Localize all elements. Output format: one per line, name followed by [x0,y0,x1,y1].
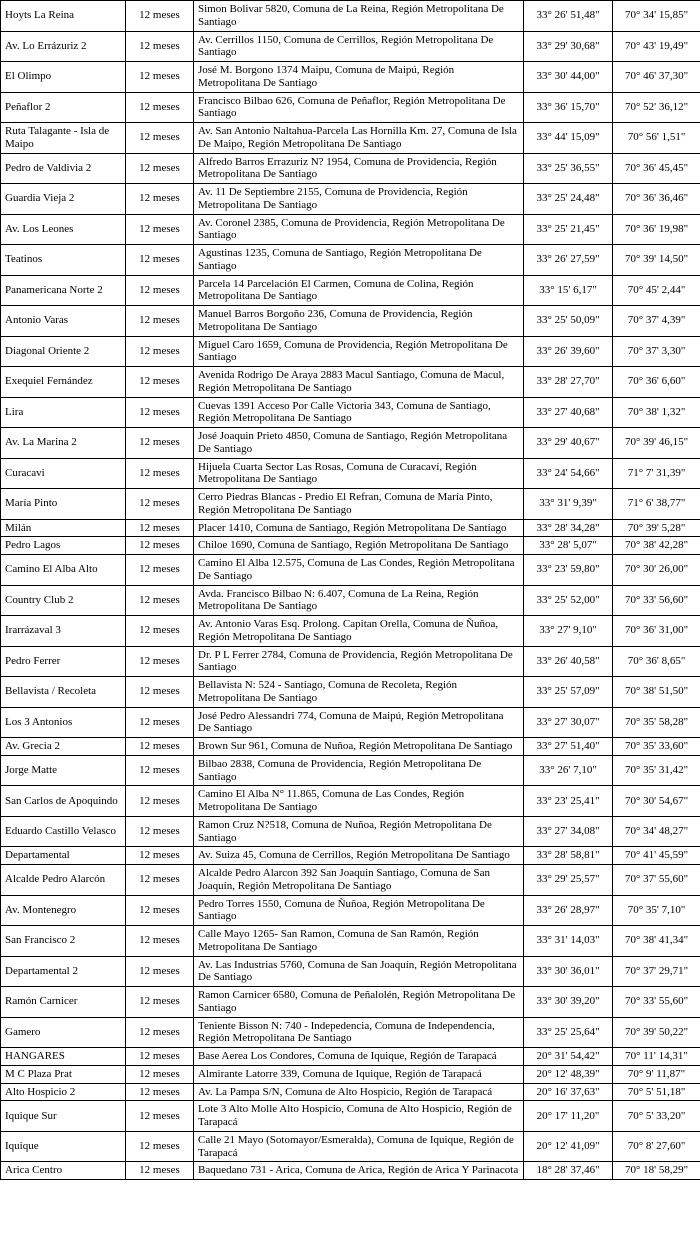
table-row [1,1101,700,1132]
table-row [1,153,700,184]
term-cell: 12 meses [126,31,194,62]
longitude-cell: 70° 37' 55,60" [613,865,700,896]
term-cell: 12 meses [126,428,194,459]
latitude-cell: 18° 28' 37,46" [524,1162,613,1180]
location-name-cell: Pedro Lagos [1,537,126,555]
longitude-cell: 70° 39' 50,22" [613,1017,700,1048]
latitude-cell: 33° 15' 6,17" [524,275,613,306]
location-name-cell: Gamero [1,1017,126,1048]
longitude-cell: 70° 37' 4,39" [613,306,700,337]
term-cell: 12 meses [126,92,194,123]
table-row [1,1048,700,1066]
table-row [1,738,700,756]
longitude-cell: 70° 5' 51,18" [613,1083,700,1101]
location-name-cell: Antonio Varas [1,306,126,337]
longitude-cell: 70° 45' 2,44" [613,275,700,306]
latitude-cell: 33° 31' 14,03" [524,926,613,957]
table-row [1,555,700,586]
longitude-cell: 71° 7' 31,39" [613,458,700,489]
term-cell: 12 meses [126,367,194,398]
location-name-cell: Av. La Marina 2 [1,428,126,459]
table-row [1,1065,700,1083]
address-cell: Baquedano 731 - Arica, Comuna de Arica, Región de Arica Y Parinacota [194,1162,524,1180]
table-body [1,1,700,1180]
latitude-cell: 33° 25' 36,55" [524,153,613,184]
location-name-cell: Camino El Alba Alto [1,555,126,586]
table-row [1,275,700,306]
address-cell: Calle Mayo 1265- San Ramon, Comuna de San Ramón, Región Metropolitana De Santiago [194,926,524,957]
address-cell: Bilbao 2838, Comuna de Providencia, Región Metropolitana De Santiago [194,755,524,786]
term-cell: 12 meses [126,519,194,537]
address-cell: Dr. P L Ferrer 2784, Comuna de Providencia, Región Metropolitana De Santiago [194,646,524,677]
latitude-cell: 20° 31' 54,42" [524,1048,613,1066]
longitude-cell: 70° 35' 31,42" [613,755,700,786]
latitude-cell: 33° 23' 25,41" [524,786,613,817]
latitude-cell: 33° 27' 34,08" [524,816,613,847]
table-row [1,956,700,987]
table-row [1,245,700,276]
term-cell: 12 meses [126,275,194,306]
location-name-cell: Iquique [1,1131,126,1162]
longitude-cell: 70° 35' 7,10" [613,895,700,926]
address-cell: Av. Las Industrias 5760, Comuna de San Joaquín, Región Metropolitana De Santiago [194,956,524,987]
latitude-cell: 33° 27' 40,68" [524,397,613,428]
table-row [1,1,700,32]
latitude-cell: 33° 28' 58,81" [524,847,613,865]
longitude-cell: 70° 35' 33,60" [613,738,700,756]
term-cell: 12 meses [126,755,194,786]
address-cell: José M. Borgono 1374 Maipu, Comuna de Maipú, Región Metropolitana De Santiago [194,62,524,93]
address-cell: Camino El Alba N° 11.865, Comuna de Las Condes, Región Metropolitana De Santiago [194,786,524,817]
term-cell: 12 meses [126,1131,194,1162]
longitude-cell: 70° 18' 58,29" [613,1162,700,1180]
location-name-cell: Alto Hospicio 2 [1,1083,126,1101]
address-cell: Miguel Caro 1659, Comuna de Providencia, Región Metropolitana De Santiago [194,336,524,367]
latitude-cell: 33° 25' 52,00" [524,585,613,616]
latitude-cell: 20° 17' 11,20" [524,1101,613,1132]
table-row [1,585,700,616]
longitude-cell: 70° 5' 33,20" [613,1101,700,1132]
location-name-cell: Alcalde Pedro Alarcón [1,865,126,896]
longitude-cell: 70° 36' 45,45" [613,153,700,184]
address-cell: Camino El Alba 12.575, Comuna de Las Condes, Región Metropolitana De Santiago [194,555,524,586]
longitude-cell: 70° 9' 11,87" [613,1065,700,1083]
term-cell: 12 meses [126,153,194,184]
location-name-cell: HANGARES [1,1048,126,1066]
term-cell: 12 meses [126,616,194,647]
latitude-cell: 33° 29' 30,68" [524,31,613,62]
longitude-cell: 70° 38' 42,28" [613,537,700,555]
latitude-cell: 33° 31' 9,39" [524,489,613,520]
table-row [1,677,700,708]
table-row [1,306,700,337]
longitude-cell: 70° 38' 1,32" [613,397,700,428]
address-cell: Agustinas 1235, Comuna de Santiago, Región Metropolitana De Santiago [194,245,524,276]
longitude-cell: 70° 52' 36,12" [613,92,700,123]
longitude-cell: 70° 33' 56,60" [613,585,700,616]
location-name-cell: Diagonal Oriente 2 [1,336,126,367]
address-cell: Almirante Latorre 339, Comuna de Iquique, Región de Tarapacá [194,1065,524,1083]
table-row [1,519,700,537]
longitude-cell: 70° 38' 51,50" [613,677,700,708]
address-cell: Calle 21 Mayo (Sotomayor/Esmeralda), Comuna de Iquique, Región de Tarapacá [194,1131,524,1162]
latitude-cell: 33° 23' 59,80" [524,555,613,586]
longitude-cell: 70° 36' 8,65" [613,646,700,677]
table-row [1,1131,700,1162]
table-row [1,755,700,786]
address-cell: Alfredo Barros Errazuriz N? 1954, Comuna de Providencia, Región Metropolitana De Santiago [194,153,524,184]
term-cell: 12 meses [126,62,194,93]
term-cell: 12 meses [126,987,194,1018]
location-name-cell: El Olimpo [1,62,126,93]
latitude-cell: 33° 25' 25,64" [524,1017,613,1048]
address-cell: Manuel Barros Borgoño 236, Comuna de Providencia, Región Metropolitana De Santiago [194,306,524,337]
location-name-cell: Country Club 2 [1,585,126,616]
latitude-cell: 33° 25' 24,48" [524,184,613,215]
table-row [1,458,700,489]
term-cell: 12 meses [126,1162,194,1180]
longitude-cell: 70° 33' 55,60" [613,987,700,1018]
latitude-cell: 33° 28' 5,07" [524,537,613,555]
latitude-cell: 20° 12' 48,39" [524,1065,613,1083]
location-name-cell: Hoyts La Reina [1,1,126,32]
location-name-cell: Ruta Talagante - Isla de Maipo [1,123,126,154]
address-cell: Av. 11 De Septiembre 2155, Comuna de Providencia, Región Metropolitana De Santiago [194,184,524,215]
table-row [1,987,700,1018]
term-cell: 12 meses [126,585,194,616]
longitude-cell: 70° 39' 46,15" [613,428,700,459]
latitude-cell: 33° 26' 40,58" [524,646,613,677]
location-name-cell: Av. Grecia 2 [1,738,126,756]
table-row [1,1162,700,1180]
term-cell: 12 meses [126,786,194,817]
longitude-cell: 70° 35' 58,28" [613,707,700,738]
address-cell: Ramon Carnicer 6580, Comuna de Peñalolén, Región Metropolitana De Santiago [194,987,524,1018]
location-name-cell: M C Plaza Prat [1,1065,126,1083]
location-name-cell: Milán [1,519,126,537]
longitude-cell: 70° 37' 3,30" [613,336,700,367]
term-cell: 12 meses [126,214,194,245]
table-row [1,336,700,367]
longitude-cell: 70° 36' 36,46" [613,184,700,215]
longitude-cell: 70° 30' 26,00" [613,555,700,586]
longitude-cell: 71° 6' 38,77" [613,489,700,520]
table-row [1,537,700,555]
location-name-cell: Peñaflor 2 [1,92,126,123]
address-cell: Chiloe 1690, Comuna de Santiago, Región Metropolitana De Santiago [194,537,524,555]
term-cell: 12 meses [126,1083,194,1101]
term-cell: 12 meses [126,397,194,428]
location-name-cell: María Pinto [1,489,126,520]
table-row [1,367,700,398]
location-name-cell: Av. Lo Errázuriz 2 [1,31,126,62]
term-cell: 12 meses [126,537,194,555]
table-row [1,489,700,520]
latitude-cell: 33° 26' 7,10" [524,755,613,786]
term-cell: 12 meses [126,1048,194,1066]
table-row [1,397,700,428]
location-name-cell: Curacavi [1,458,126,489]
address-cell: Av. Suiza 45, Comuna de Cerrillos, Región Metropolitana De Santiago [194,847,524,865]
table-row [1,646,700,677]
table-row [1,62,700,93]
longitude-cell: 70° 11' 14,31" [613,1048,700,1066]
longitude-cell: 70° 37' 29,71" [613,956,700,987]
term-cell: 12 meses [126,707,194,738]
table-row [1,865,700,896]
address-cell: Ramon Cruz N?518, Comuna de Nuñoa, Región Metropolitana De Santiago [194,816,524,847]
location-name-cell: Departamental [1,847,126,865]
term-cell: 12 meses [126,1101,194,1132]
address-cell: Av. San Antonio Naltahua-Parcela Las Hornilla Km. 27, Comuna de Isla De Maipo, Región Metropolitana De Santiago [194,123,524,154]
location-name-cell: Arica Centro [1,1162,126,1180]
address-cell: Cerro Piedras Blancas - Predio El Refran, Comuna de María Pinto, Región Metropolitana De Santiago [194,489,524,520]
latitude-cell: 33° 29' 40,67" [524,428,613,459]
address-cell: José Joaquin Prieto 4850, Comuna de Santiago, Región Metropolitana De Santiago [194,428,524,459]
latitude-cell: 33° 29' 25,57" [524,865,613,896]
longitude-cell: 70° 39' 14,50" [613,245,700,276]
location-name-cell: Pedro Ferrer [1,646,126,677]
latitude-cell: 33° 25' 21,45" [524,214,613,245]
latitude-cell: 33° 28' 34,28" [524,519,613,537]
latitude-cell: 33° 27' 51,40" [524,738,613,756]
location-name-cell: Panamericana Norte 2 [1,275,126,306]
longitude-cell: 70° 34' 48,27" [613,816,700,847]
table-row [1,707,700,738]
address-cell: Simon Bolivar 5820, Comuna de La Reina, Región Metropolitana De Santiago [194,1,524,32]
address-cell: Placer 1410, Comuna de Santiago, Región Metropolitana De Santiago [194,519,524,537]
location-name-cell: Lira [1,397,126,428]
address-cell: Alcalde Pedro Alarcon 392 San Joaquin Santiago, Comuna de San Joaquín, Región Metropolitana De Santiago [194,865,524,896]
address-cell: Avenida Rodrigo De Araya 2883 Macul Santiago, Comuna de Macul, Región Metropolitana De Santiago [194,367,524,398]
term-cell: 12 meses [126,847,194,865]
longitude-cell: 70° 36' 31,00" [613,616,700,647]
table-row [1,786,700,817]
table-row [1,895,700,926]
longitude-cell: 70° 8' 27,60" [613,1131,700,1162]
latitude-cell: 33° 27' 30,07" [524,707,613,738]
location-name-cell: Departamental 2 [1,956,126,987]
latitude-cell: 33° 26' 28,97" [524,895,613,926]
latitude-cell: 20° 12' 41,09" [524,1131,613,1162]
term-cell: 12 meses [126,956,194,987]
latitude-cell: 33° 26' 39,60" [524,336,613,367]
term-cell: 12 meses [126,738,194,756]
term-cell: 12 meses [126,489,194,520]
address-cell: Avda. Francisco Bilbao N: 6.407, Comuna de La Reina, Región Metropolitana De Santiago [194,585,524,616]
table-row [1,1083,700,1101]
longitude-cell: 70° 36' 19,98" [613,214,700,245]
latitude-cell: 33° 36' 15,70" [524,92,613,123]
address-cell: Av. Antonio Varas Esq. Prolong. Capitan Orella, Comuna de Ñuñoa, Región Metropolitana De Santiago [194,616,524,647]
address-cell: Pedro Torres 1550, Comuna de Ñuñoa, Región Metropolitana De Santiago [194,895,524,926]
term-cell: 12 meses [126,458,194,489]
table-row [1,31,700,62]
table-row [1,816,700,847]
term-cell: 12 meses [126,1017,194,1048]
location-name-cell: Teatinos [1,245,126,276]
latitude-cell: 33° 26' 27,59" [524,245,613,276]
term-cell: 12 meses [126,677,194,708]
term-cell: 12 meses [126,555,194,586]
location-name-cell: Iquique Sur [1,1101,126,1132]
term-cell: 12 meses [126,1065,194,1083]
term-cell: 12 meses [126,1,194,32]
longitude-cell: 70° 34' 15,85" [613,1,700,32]
latitude-cell: 33° 27' 9,10" [524,616,613,647]
table-row [1,92,700,123]
table-row [1,214,700,245]
latitude-cell: 20° 16' 37,63" [524,1083,613,1101]
address-cell: Av. Coronel 2385, Comuna de Providencia, Región Metropolitana De Santiago [194,214,524,245]
address-cell: Cuevas 1391 Acceso Por Calle Victoria 343, Comuna de Santiago, Región Metropolitana De Santiago [194,397,524,428]
location-name-cell: Irarrázaval 3 [1,616,126,647]
address-cell: Parcela 14 Parcelación El Carmen, Comuna de Colina, Región Metropolitana De Santiago [194,275,524,306]
longitude-cell: 70° 30' 54,67" [613,786,700,817]
term-cell: 12 meses [126,816,194,847]
table-row [1,123,700,154]
term-cell: 12 meses [126,336,194,367]
latitude-cell: 33° 30' 39,20" [524,987,613,1018]
table-row [1,428,700,459]
location-name-cell: Bellavista / Recoleta [1,677,126,708]
address-cell: José Pedro Alessandri 774, Comuna de Maipú, Región Metropolitana De Santiago [194,707,524,738]
location-name-cell: San Carlos de Apoquindo [1,786,126,817]
longitude-cell: 70° 56' 1,51" [613,123,700,154]
term-cell: 12 meses [126,646,194,677]
address-cell: Base Aerea Los Condores, Comuna de Iquique, Región de Tarapacá [194,1048,524,1066]
location-name-cell: Ramón Carnicer [1,987,126,1018]
latitude-cell: 33° 26' 51,48" [524,1,613,32]
latitude-cell: 33° 28' 27,70" [524,367,613,398]
longitude-cell: 70° 39' 5,28" [613,519,700,537]
table-row [1,847,700,865]
location-name-cell: Av. Montenegro [1,895,126,926]
longitude-cell: 70° 36' 6,60" [613,367,700,398]
location-name-cell: Exequiel Fernández [1,367,126,398]
term-cell: 12 meses [126,123,194,154]
latitude-cell: 33° 25' 57,09" [524,677,613,708]
longitude-cell: 70° 43' 19,49" [613,31,700,62]
latitude-cell: 33° 30' 36,01" [524,956,613,987]
address-cell: Hijuela Cuarta Sector Las Rosas, Comuna de Curacaví, Región Metropolitana De Santiago [194,458,524,489]
latitude-cell: 33° 24' 54,66" [524,458,613,489]
latitude-cell: 33° 25' 50,09" [524,306,613,337]
table-row [1,1017,700,1048]
longitude-cell: 70° 41' 45,59" [613,847,700,865]
location-name-cell: San Francisco 2 [1,926,126,957]
latitude-cell: 33° 30' 44,00" [524,62,613,93]
longitude-cell: 70° 38' 41,34" [613,926,700,957]
address-cell: Francisco Bilbao 626, Comuna de Peñaflor, Región Metropolitana De Santiago [194,92,524,123]
address-cell: Bellavista N: 524 - Santiago, Comuna de Recoleta, Región Metropolitana De Santiago [194,677,524,708]
address-cell: Av. La Pampa S/N, Comuna de Alto Hospicio, Región de Tarapacá [194,1083,524,1101]
term-cell: 12 meses [126,306,194,337]
address-cell: Brown Sur 961, Comuna de Nuñoa, Región Metropolitana De Santiago [194,738,524,756]
table-row [1,926,700,957]
location-name-cell: Av. Los Leones [1,214,126,245]
address-cell: Lote 3 Alto Molle Alto Hospicio, Comuna de Alto Hospicio, Región de Tarapacá [194,1101,524,1132]
location-name-cell: Los 3 Antonios [1,707,126,738]
longitude-cell: 70° 46' 37,30" [613,62,700,93]
term-cell: 12 meses [126,926,194,957]
location-name-cell: Guardia Vieja 2 [1,184,126,215]
location-name-cell: Eduardo Castillo Velasco [1,816,126,847]
table-row [1,184,700,215]
location-name-cell: Jorge Matte [1,755,126,786]
address-cell: Av. Cerrillos 1150, Comuna de Cerrillos, Región Metropolitana De Santiago [194,31,524,62]
table-row [1,616,700,647]
latitude-cell: 33° 44' 15,09" [524,123,613,154]
location-name-cell: Pedro de Valdivia 2 [1,153,126,184]
term-cell: 12 meses [126,245,194,276]
term-cell: 12 meses [126,865,194,896]
term-cell: 12 meses [126,895,194,926]
term-cell: 12 meses [126,184,194,215]
address-cell: Teniente Bisson N: 740 - Indepedencia, Comuna de Independencia, Región Metropolitana De Santiago [194,1017,524,1048]
